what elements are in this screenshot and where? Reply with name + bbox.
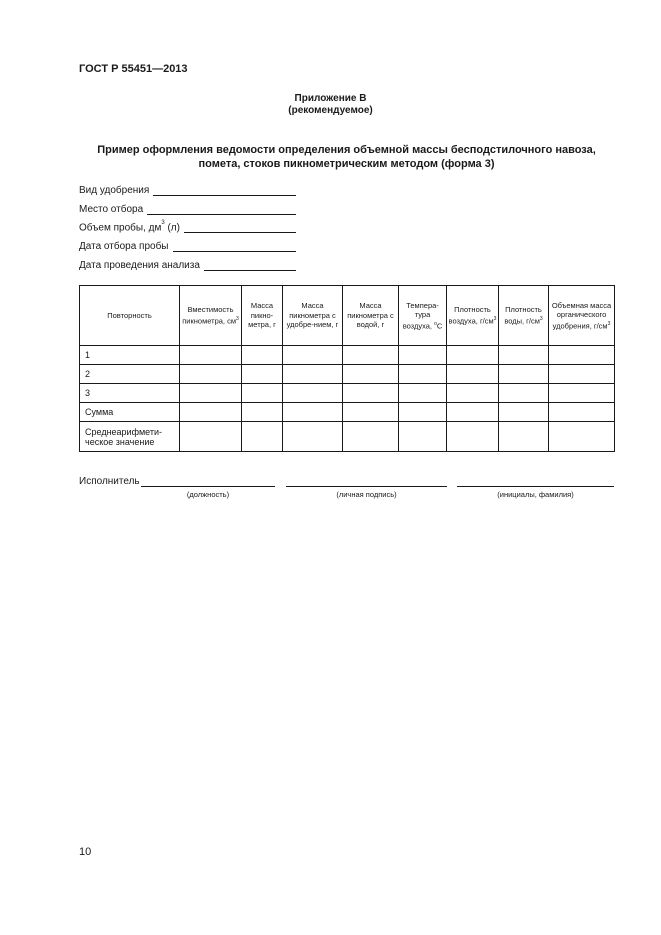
personal-signature-line[interactable] <box>286 486 447 487</box>
table-cell[interactable] <box>399 422 447 452</box>
table-cell[interactable] <box>242 346 283 365</box>
table-cell[interactable] <box>549 365 615 384</box>
table-cell[interactable] <box>283 346 343 365</box>
document-title-line-1: Пример оформления ведомости определения объемной массы бесподстилочного навоза, <box>97 144 596 156</box>
col-header-air-temperature: Темпера-тура воздуха, $^о$С <box>399 286 447 346</box>
name-caption: (инициалы, фамилия) <box>497 490 574 499</box>
table-header-row <box>80 286 615 346</box>
table-cell[interactable] <box>447 422 499 452</box>
table-cell[interactable] <box>283 403 343 422</box>
table-cell[interactable] <box>283 365 343 384</box>
sample-volume-blank[interactable] <box>184 224 296 233</box>
table-cell[interactable] <box>447 365 499 384</box>
table-cell[interactable] <box>180 384 242 403</box>
name-signature-line[interactable] <box>457 486 614 487</box>
col-header-pycnometer-capacity: Вместимость пикнометра, $см^3$ <box>180 286 242 346</box>
table-cell[interactable] <box>499 365 549 384</box>
table-row <box>80 384 615 403</box>
table-cell[interactable] <box>499 346 549 365</box>
table-cell[interactable] <box>549 403 615 422</box>
table-row <box>80 403 615 422</box>
table-cell[interactable] <box>549 422 615 452</box>
table-cell[interactable] <box>242 403 283 422</box>
table-cell[interactable] <box>283 384 343 403</box>
table-cell[interactable] <box>399 384 447 403</box>
col-header-bulk-mass: Объемная масса органического удобрения, $г/см^3$ <box>549 286 615 346</box>
table-cell[interactable] <box>399 346 447 365</box>
table-cell[interactable] <box>343 346 399 365</box>
table-cell[interactable] <box>343 422 399 452</box>
table-cell[interactable] <box>499 384 549 403</box>
sampling-date-label: Дата отбора пробы <box>79 241 169 252</box>
sampling-place-field <box>79 201 296 215</box>
sample-volume-label: Объем пробы, $дм^3$ (л) <box>79 219 180 233</box>
executor-label: Исполнитель <box>79 476 140 487</box>
col-header-pycnometer-mass: Масса пикно-метра, г <box>242 286 283 346</box>
sampling-date-field <box>79 238 296 252</box>
appendix-type: (рекомендуемое) <box>288 105 373 116</box>
analysis-date-label: Дата проведения анализа <box>79 260 200 271</box>
sampling-place-label: Место отбора <box>79 204 144 215</box>
col-header-mass-with-water: Масса пикнометра с водой, г <box>343 286 399 346</box>
table-cell[interactable] <box>180 365 242 384</box>
table-cell[interactable] <box>242 384 283 403</box>
analysis-date-field <box>79 257 296 271</box>
col-header-air-density: Плотность воздуха, $г/см^3$ <box>447 286 499 346</box>
table-cell[interactable] <box>549 346 615 365</box>
table-cell[interactable] <box>180 403 242 422</box>
analysis-date-blank[interactable] <box>204 262 296 271</box>
sampling-date-blank[interactable] <box>173 243 297 252</box>
sample-volume-field <box>79 219 296 233</box>
sampling-place-blank[interactable] <box>147 206 296 215</box>
table-cell[interactable] <box>180 422 242 452</box>
fertilizer-type-blank[interactable] <box>153 187 296 196</box>
fertilizer-type-label: Вид удобрения <box>79 185 150 196</box>
fertilizer-type-field <box>79 182 296 196</box>
table-cell[interactable] <box>399 365 447 384</box>
row-label: 3 <box>80 384 180 403</box>
table-cell[interactable] <box>180 346 242 365</box>
table-row <box>80 422 615 452</box>
table-cell[interactable] <box>447 384 499 403</box>
table-row <box>80 365 615 384</box>
table-cell[interactable] <box>399 403 447 422</box>
row-label: 2 <box>80 365 180 384</box>
table-cell[interactable] <box>343 384 399 403</box>
document-title-line-2: помета, стоков пикнометрическим методом (форма 3) <box>198 158 495 170</box>
signature-caption: (личная подпись) <box>336 490 397 499</box>
table-cell[interactable] <box>549 384 615 403</box>
table-row <box>80 346 615 365</box>
measurement-table <box>79 285 615 452</box>
table-cell[interactable] <box>447 403 499 422</box>
appendix-title: Приложение В <box>294 93 367 104</box>
col-header-mass-with-fertilizer: Масса пикнометра с удобре-нием, г <box>283 286 343 346</box>
table-cell[interactable] <box>242 422 283 452</box>
document-title <box>79 143 614 171</box>
col-header-repetition: Повторность <box>80 286 180 346</box>
table-cell[interactable] <box>499 422 549 452</box>
position-caption: (должность) <box>186 490 230 499</box>
table-cell[interactable] <box>447 346 499 365</box>
col-header-water-density: Плотность воды, $г/см^3$ <box>499 286 549 346</box>
table-cell[interactable] <box>242 365 283 384</box>
row-label: Среднеарифмети-ческое значение <box>80 422 180 452</box>
row-label: 1 <box>80 346 180 365</box>
page-number: 10 <box>79 846 92 858</box>
table-cell[interactable] <box>343 365 399 384</box>
row-label: Сумма <box>80 403 180 422</box>
table-cell[interactable] <box>499 403 549 422</box>
standard-code: ГОСТ Р 55451—2013 <box>79 63 188 75</box>
table-cell[interactable] <box>283 422 343 452</box>
table-cell[interactable] <box>343 403 399 422</box>
position-signature-line[interactable] <box>141 486 275 487</box>
